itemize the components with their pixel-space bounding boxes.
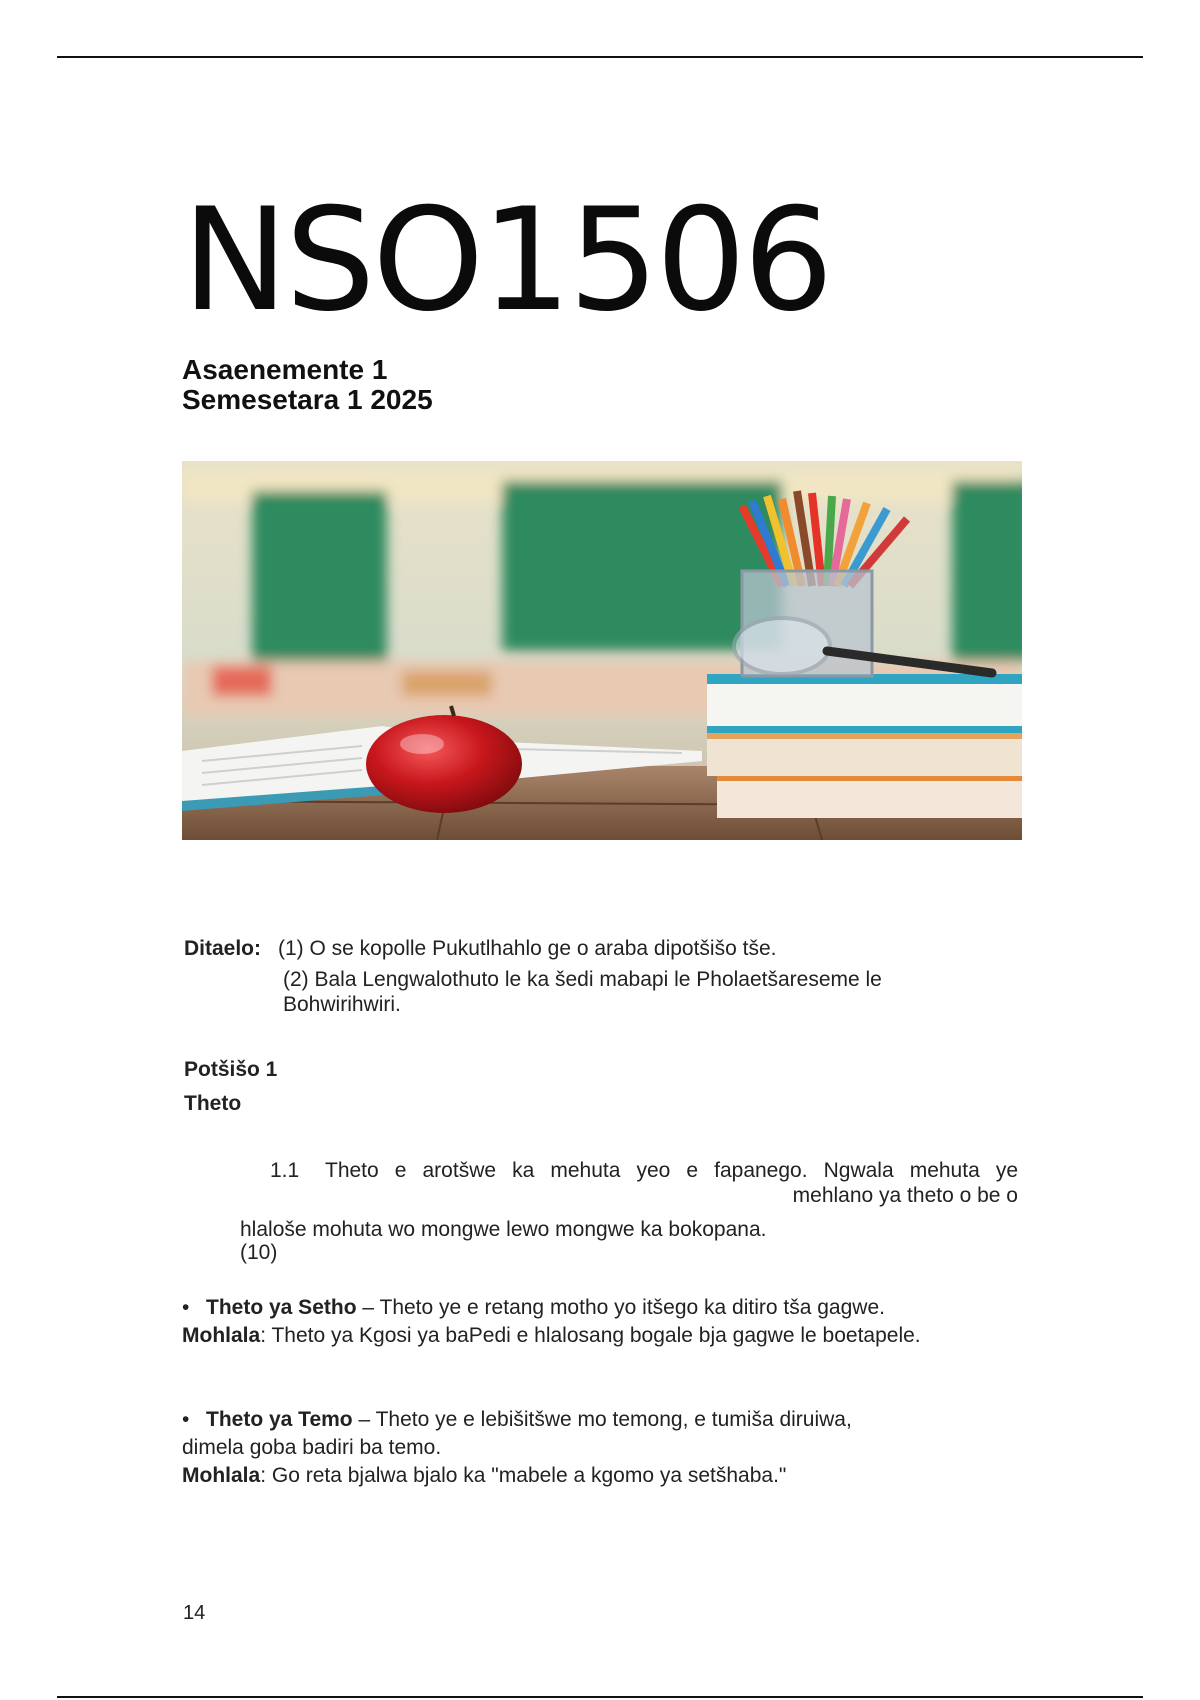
question-text-line-2: mehlano ya theto o be o [792,1184,1018,1207]
answer-definition-continuation: dimela goba badiri ba temo. [182,1436,442,1459]
example-text: : Theto ya Kgosi ya baPedi e hlalosang bogale bja gagwe le boetapele. [260,1324,921,1347]
answer-item [182,1406,1012,1434]
question-subtitle: Theto [184,1092,242,1115]
semester-title: Semesetara 1 2025 [182,384,433,415]
course-code-title: NSO1506 [182,178,831,343]
bullet-icon: • [182,1408,190,1431]
question-text-line-3: hlaloše mohuta wo mongwe lewo mongwe ka bokopana. [240,1218,767,1241]
classroom-desk-illustration [182,461,1022,840]
answer-example [182,1322,942,1350]
answer-term: Theto ya Temo [206,1408,353,1431]
question-marks: (10) [240,1241,278,1264]
answer-term: Theto ya Setho [206,1296,357,1319]
instruction-item-2: (2) Bala Lengwalothuto le ka šedi mabapi le Pholaetšareseme le Bohwirihwiri. [283,968,882,1016]
hero-image [182,461,1022,840]
answer-definition: – Theto ye e lebišitšwe mo temong, e tumiša diruiwa, [352,1408,852,1431]
question-text-line-1: Theto e arotšwe ka mehuta yeo e fapanego. Ngwala mehuta ye [325,1159,1018,1182]
question-number: 1.1 [270,1159,300,1182]
answer-item [182,1294,1012,1322]
assignment-title: Asaenemente 1 [182,354,388,385]
top-rule [57,56,1143,58]
page-number: 14 [183,1602,206,1624]
question-title: Potšišo 1 [184,1058,278,1081]
example-text: : Go reta bjalwa bjalo ka "mabele a kgomo ya setšhaba." [260,1464,787,1487]
bullet-icon: • [182,1296,190,1319]
instruction-item-1: (1) O se kopolle Pukutlhahlo ge o araba dipotšišo tše. [278,937,777,960]
answer-example [182,1462,1012,1490]
bottom-rule [57,1696,1143,1698]
answer-definition: – Theto ye e retang motho yo itšego ka ditiro tša gagwe. [356,1296,885,1319]
instructions-label: Ditaelo: [184,937,262,960]
example-label: Mohlala [182,1324,261,1347]
example-label: Mohlala [182,1464,261,1487]
